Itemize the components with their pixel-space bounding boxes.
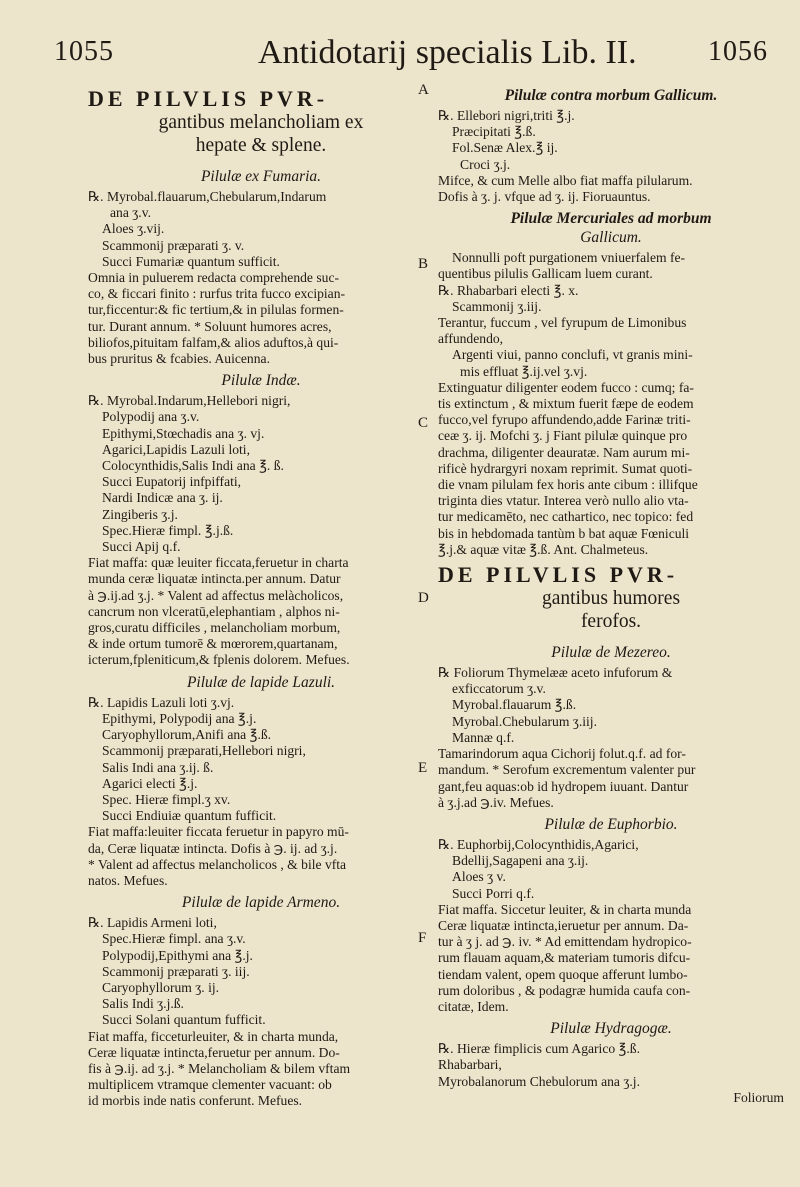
text-line: ana ʒ.v. bbox=[110, 205, 152, 221]
text-line: tur à ʒ j. ad ℈. iv. * Ad emittendam hydropico- bbox=[438, 934, 692, 950]
text-line: Epithymi, Polypodij ana ℥.j. bbox=[102, 710, 257, 726]
margin-letter-c: C bbox=[418, 415, 429, 431]
text-line: Scammonij præparati ʒ. v. bbox=[102, 237, 245, 253]
catchword: Foliorum bbox=[733, 1089, 784, 1105]
recipe-text bbox=[438, 250, 784, 558]
recipe-text bbox=[88, 189, 434, 367]
text-line: ℞. Lapidis Armeni loti, bbox=[88, 915, 217, 931]
text-line: natos. Mefues. bbox=[88, 872, 168, 888]
text-line: Caryophyllorum,Anifi ana ℥.ß. bbox=[102, 727, 272, 743]
text-line: munda ceræ liquatæ intincta.per annum. Datur bbox=[88, 571, 341, 587]
text-line: Salis Indi ana ʒ.ij. ß. bbox=[102, 759, 214, 775]
recipe-heading: Pilulæ ex Fumaria. bbox=[200, 168, 322, 185]
text-line: icterum,fpleniticum,& fplenis dolorem. Mefues. bbox=[88, 652, 350, 668]
text-line: fucco,vel fyrupo affundendo,adde Farinæ triti- bbox=[438, 412, 691, 428]
margin-letter-e: E bbox=[418, 760, 428, 776]
text-line: affundendo, bbox=[438, 331, 504, 347]
text-line: Spec.Hieræ fimpl. ℥.j.ß. bbox=[102, 522, 234, 538]
text-line: Nardi Indicæ ana ʒ. ij. bbox=[102, 490, 223, 506]
text-line: multiplicem vtramque clementer vacuant: ob bbox=[88, 1077, 332, 1093]
recipe-text bbox=[438, 665, 784, 811]
recipe-heading: Pilulæ Indæ. bbox=[221, 372, 301, 390]
text-line: biliofos,pituitam falfam,& alios aduftos,à qui- bbox=[88, 334, 339, 350]
text-line: Succi Eupatorij infpiffati, bbox=[102, 474, 242, 490]
text-line: Zingiberis ʒ.j. bbox=[102, 506, 178, 522]
text-line: Agarici electi ℥.j. bbox=[102, 775, 198, 791]
text-line: rum doloribus , & podagræ humida caufa con- bbox=[438, 982, 691, 998]
text-line: Præcipitati ℥.ß. bbox=[452, 124, 536, 140]
text-line: Mifce, & cum Melle albo fiat maffa pilularum. bbox=[438, 172, 693, 188]
section-title-line: gantibus melancholiam ex bbox=[158, 112, 364, 133]
text-line: Ceræ liquatæ intincta,ieruetur per annum. Da- bbox=[438, 917, 689, 933]
recipe-text bbox=[88, 393, 434, 668]
margin-letter-d: D bbox=[418, 590, 429, 606]
text-line: ℞. Myrobal.flauarum,Chebularum,Indarum bbox=[88, 189, 327, 204]
text-line: ℞. Rhabarbari electi ℥. x. bbox=[438, 282, 579, 298]
text-line: Argenti viui, panno conclufi, vt granis mini- bbox=[452, 347, 693, 363]
text-line: citatæ, Idem. bbox=[438, 998, 509, 1014]
text-line: Aloes ʒ.vij. bbox=[102, 221, 165, 237]
recipe-heading: Pilulæ de Mezereo. bbox=[551, 644, 671, 662]
section-title-line: DE PILVLIS PVR- bbox=[438, 562, 679, 588]
text-line: rificè hydrargyri noxam reprimit. Sumat quoti- bbox=[438, 460, 693, 476]
text-line: Dofis à ʒ. j. vfque ad ʒ. ij. Fioruauntus. bbox=[438, 189, 651, 205]
text-line: Omnia in puluerem redacta comprehende suc- bbox=[88, 270, 339, 286]
recipe-text bbox=[438, 108, 784, 205]
text-line: Tamarindorum aqua Cichorij folut.q.f. ad for- bbox=[438, 746, 686, 762]
text-line: Colocynthidis,Salis Indi ana ℥. ß. bbox=[102, 458, 284, 474]
text-line: Bdellij,Sagapeni ana ʒ.ij. bbox=[452, 853, 589, 869]
text-line: ℞. Ellebori nigri,triti ℥.j. bbox=[438, 108, 575, 123]
text-line: ℥.j.& aquæ vitæ ℥.ß. Ant. Chalmeteus. bbox=[438, 541, 649, 557]
text-line: rum flauam aquam,& materiam tumoris difcu- bbox=[438, 950, 691, 966]
text-line: Mannæ q.f. bbox=[452, 729, 515, 745]
text-line: Myrobal.flauarum ℥.ß. bbox=[452, 697, 577, 713]
text-line: triginta dies vtatur. Interea verò nullo alio vta- bbox=[438, 493, 689, 509]
text-line: à ʒ.j.ad ℈.iv. Mefues. bbox=[438, 794, 554, 810]
recipe-heading: Pilulæ de lapide Armeno. bbox=[181, 894, 341, 912]
recipe-text bbox=[438, 1041, 784, 1106]
text-line: Scammonij præparati ʒ. iij. bbox=[102, 963, 250, 979]
text-line: quentibus pilulis Gallicam luem curant. bbox=[438, 266, 653, 282]
text-line: Myrobal.Chebularum ʒ.iij. bbox=[452, 713, 597, 729]
text-line: Succi Porri q.f. bbox=[452, 885, 535, 901]
text-line: Aloes ʒ v. bbox=[452, 869, 506, 885]
text-line: ℞. Euphorbij,Colocynthidis,Agarici, bbox=[438, 836, 639, 852]
text-line: Rhabarbari, bbox=[438, 1057, 502, 1073]
recipe-text bbox=[88, 915, 434, 1109]
recipe-heading: Pilulæ Hydragogæ. bbox=[550, 1020, 672, 1038]
text-line: Fiat maffa, ficceturleuiter, & in charta munda, bbox=[88, 1028, 339, 1044]
margin-letter-f: F bbox=[418, 930, 427, 946]
text-line: Terantur, fuccum , vel fyrupum de Limonibus bbox=[438, 315, 687, 331]
text-line: ℞ Foliorum Thymelææ aceto infuforum & bbox=[438, 665, 673, 681]
text-line: tur medicamēto, nec cathartico, nec topico: fed bbox=[438, 509, 694, 525]
text-line: ceæ ʒ. ij. Mofchi ʒ. j Fiant pilulæ quinque pro bbox=[438, 428, 688, 444]
recipe-text bbox=[88, 695, 434, 889]
section-title-line: gantibus humores bbox=[541, 588, 681, 610]
margin-letter-b: B bbox=[418, 256, 429, 272]
text-line: Croci ʒ.j. bbox=[460, 156, 511, 172]
recipe-heading: Pilulæ de Euphorbio. bbox=[544, 815, 678, 833]
text-line: fis à ℈.ij. ad ʒ.j. * Melancholiam & bilem vftam bbox=[88, 1060, 351, 1076]
text-line: tis extinctum , & mixtum fuerit fæpe de eodem bbox=[438, 396, 694, 412]
text-line: tur,ficcentur:& fic tertium,& in pilulas formen- bbox=[88, 302, 344, 318]
right-column bbox=[438, 86, 784, 1106]
text-line: Polypodij ana ʒ.v. bbox=[102, 409, 200, 425]
text-line: da, Ceræ liquatæ intincta. Dofis à ℈. ij. ad ʒ.j. bbox=[88, 840, 338, 856]
text-line: Caryophyllorum ʒ. ij. bbox=[102, 979, 220, 995]
text-line: die vnam pilulam fex horis ante cibum : illifque bbox=[438, 477, 698, 493]
recipe-heading: Gallicum. bbox=[580, 229, 642, 247]
text-line: Scammonij ʒ.iij. bbox=[452, 298, 542, 314]
text-line: Fiat maffa. Siccetur leuiter, & in charta munda bbox=[438, 901, 692, 917]
text-line: Extinguatur diligenter eodem fucco : cumq; fa- bbox=[438, 379, 694, 395]
running-title: Antidotarij specialis Lib. II. bbox=[258, 34, 637, 71]
text-line: Succi Solani quantum fufficit. bbox=[102, 1012, 266, 1028]
text-line: ℞. Hieræ fimplicis cum Agarico ℥.ß. bbox=[438, 1041, 641, 1057]
left-column bbox=[88, 86, 434, 1110]
text-line: gant,feu aquas:ob id hydropem iuuant. Dantur bbox=[438, 778, 689, 794]
text-line: ℞. Myrobal.Indarum,Hellebori nigri, bbox=[88, 393, 291, 409]
text-line: à ℈.ij.ad ʒ.j. * Valent ad affectus melàcholicos, bbox=[88, 587, 344, 603]
text-line: Fol.Senæ Alex.℥ ij. bbox=[452, 140, 558, 156]
text-line: Myrobalanorum Chebulorum ana ʒ.j. bbox=[438, 1073, 640, 1089]
text-line: Agarici,Lapidis Lazuli loti, bbox=[102, 441, 250, 457]
text-line: bis in hebdomada tantùm b bat aquæ Fœniculi bbox=[438, 525, 690, 541]
text-line: id morbis inde natis conferunt. Mefues. bbox=[88, 1093, 303, 1109]
left-page-number: 1055 bbox=[54, 36, 114, 67]
recipe-text bbox=[438, 837, 784, 1015]
text-line: Ceræ liquatæ intincta,feruetur per annum. Do- bbox=[88, 1044, 340, 1060]
text-line: gros,curatu difficiles , melancholiam morbum, bbox=[88, 620, 341, 636]
section-title-line: DE PILVLIS PVR- bbox=[88, 86, 329, 111]
section-title-line: ferofos. bbox=[580, 611, 642, 633]
text-line: exficcatorum ʒ.v. bbox=[452, 681, 546, 697]
page-header bbox=[0, 36, 800, 84]
text-line: Scammonij præparati,Hellebori nigri, bbox=[102, 743, 306, 759]
recipe-heading: Pilulæ de lapide Lazuli. bbox=[186, 673, 336, 691]
margin-letter-a: A bbox=[418, 82, 429, 98]
text-line: drachma, diligenter deauratæ. Nam aurum mi- bbox=[438, 444, 690, 460]
text-line: cancrum non vlceratū,elephantiam , alphos ni- bbox=[88, 603, 340, 619]
text-line: Epithymi,Stœchadis ana ʒ. vj. bbox=[102, 425, 265, 441]
text-line: Succi Fumariæ quantum sufficit. bbox=[102, 253, 280, 269]
text-line: Fiat maffa: quæ leuiter ficcata,feruetur in charta bbox=[88, 555, 349, 571]
text-line: Succi Apij q.f. bbox=[102, 539, 181, 555]
text-line: co, & ficcari finito : rurfus trita fucco excipian- bbox=[88, 286, 346, 302]
text-line: ℞. Lapidis Lazuli loti ʒ.vj. bbox=[88, 694, 235, 710]
text-line: Spec.Hieræ fimpl. ana ʒ.v. bbox=[102, 931, 246, 947]
text-line: Succi Endiuiæ quantum fufficit. bbox=[102, 808, 277, 824]
right-page-number: 1056 bbox=[708, 36, 768, 67]
recipe-heading: Pilulæ contra morbum Gallicum. bbox=[504, 87, 718, 104]
text-line: mis effluat ℥.ij.vel ʒ.vj. bbox=[460, 363, 588, 379]
text-line: Polypodij,Epithymi ana ℥.j. bbox=[102, 947, 253, 963]
text-line: & inde ortum tumorē & mœrorem,quartanam, bbox=[88, 636, 338, 652]
text-line: Spec. Hieræ fimpl.ʒ xv. bbox=[102, 791, 231, 807]
section-title-line: hepate & splene. bbox=[195, 135, 327, 156]
text-line: tur. Durant annum. * Soluunt humores acres, bbox=[88, 318, 332, 334]
text-line: * Valent ad affectus melancholicos , & bile vfta bbox=[88, 856, 347, 872]
recipe-heading: Pilulæ Mercuriales ad morbum bbox=[510, 210, 712, 228]
text-line: mandum. * Serofum excrementum valenter pur bbox=[438, 762, 696, 778]
text-line: Nonnulli poft purgationem vniuerfalem fe- bbox=[452, 250, 686, 266]
text-line: tiendam valent, opem quoque afferunt lumbo- bbox=[438, 966, 688, 982]
text-line: Salis Indi ʒ.j.ß. bbox=[102, 996, 184, 1012]
text-line: bus pruritus & fcabies. Auicenna. bbox=[88, 351, 270, 367]
text-line: Fiat maffa:leuiter ficcata feruetur in papyro mū- bbox=[88, 824, 349, 840]
